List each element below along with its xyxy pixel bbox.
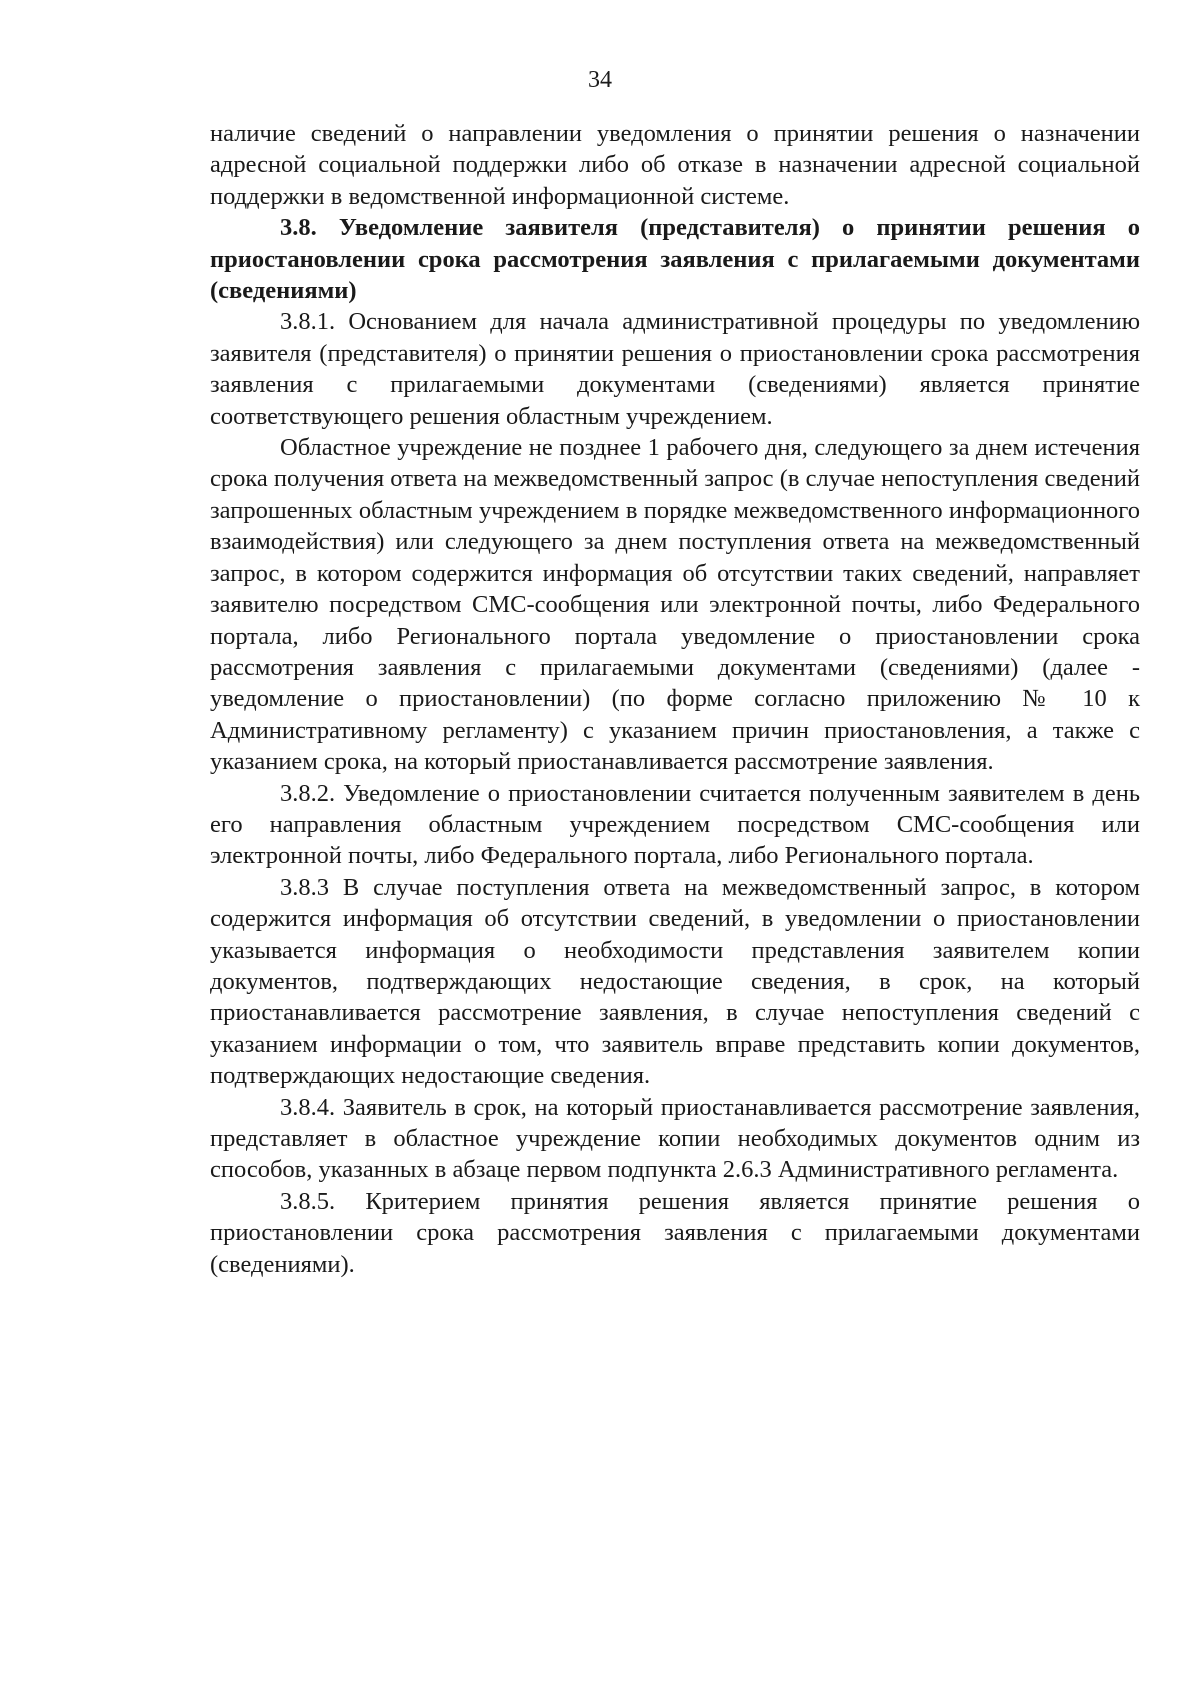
paragraph-3-8-5: 3.8.5. Критерием принятия решения является принятие решения о приостановлении срока рассмотрения заявления с прилагаемыми документами (сведениями). xyxy=(210,1187,1140,1278)
paragraph-regional-institution: Областное учреждение не позднее 1 рабочего дня, следующего за днем истечения срока получения ответа на межведомственный запрос (в случае непоступления сведений запрошенных областным учреждением в порядке межведомственного информационного взаимодействия) или следующего за днем поступления ответа на межведомственный запрос, в котором содержится информация об отсутствии таких сведений, направляет заявителю посредством СМС-сообщения или электронной почты, либо Федерального портала, либо Регионального портала уведомление о приостановлении срока рассмотрения заявления с прилагаемыми документами (сведениями) (далее - уведомление о приостановлении) (по форме согласно приложению № 10 к Административному регламенту) с указанием причин приостановления, а также с указанием срока, на который приостанавливается рассмотрение заявления. xyxy=(210,434,1140,776)
paragraph-3-8-4: 3.8.4. Заявитель в срок, на который приостанавливается рассмотрение заявления, представляет в областное учреждение копии необходимых документов одним из способов, указанных в абзаце первом подпункта 2.6.3 Административного регламента. xyxy=(210,1093,1140,1184)
paragraph-continuation: наличие сведений о направлении уведомления о принятии решения о назначении адресной социальной поддержки либо об отказе в назначении адресной социальной поддержки в ведомственной информационной системе. xyxy=(210,120,1140,210)
section-heading-3-8: 3.8. Уведомление заявителя (представителя) о принятии решения о приостановлении срока рассмотрения заявления с прилагаемыми документами (сведениями) xyxy=(210,214,1140,305)
paragraph-3-8-3: 3.8.3 В случае поступления ответа на межведомственный запрос, в котором содержится информация об отсутствии сведений, в уведомлении о приостановлении указывается информация о необходимости представления заявителем копии документов, подтверждающих недостающие сведения, в срок, на который приостанавливается рассмотрение заявления, в случае непоступления сведений с указанием информации о том, что заявитель вправе представить копии документов, подтверждающих недостающие сведения. xyxy=(210,873,1140,1090)
paragraph-3-8-2: 3.8.2. Уведомление о приостановлении считается полученным заявителем в день его направления областным учреждением посредством СМС-сообщения или электронной почты, либо Федерального портала, либо Регионального портала. xyxy=(210,779,1140,870)
page-number: 34 xyxy=(588,67,612,93)
document-body xyxy=(210,118,1140,1280)
paragraph-3-8-1: 3.8.1. Основанием для начала административной процедуры по уведомлению заявителя (представителя) о принятии решения о приостановлении срока рассмотрения заявления с прилагаемыми документами (сведениями) является принятие соответствующего решения областным учреждением. xyxy=(210,308,1140,430)
